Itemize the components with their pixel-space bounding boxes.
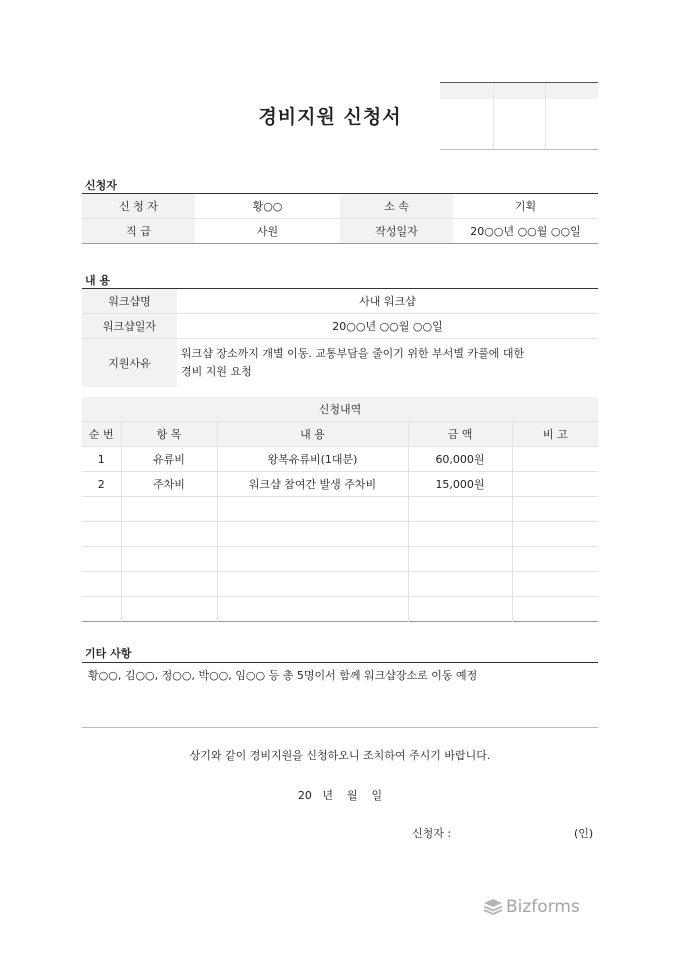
department-label: 소 속 [340,194,453,219]
row-no [82,547,121,572]
declaration-text: 상기와 같이 경비지원을 신청하오니 조치하여 주시기 바랍니다. [189,749,491,762]
column-header-note: 비 고 [512,422,598,447]
row-no [82,572,121,597]
row-content: 왕복유류비(1대분) [217,447,408,472]
row-note [512,522,598,547]
approval-divider [545,83,546,149]
table-row [82,547,598,572]
table-row [82,194,598,219]
row-note [512,572,598,597]
column-header-content: 내 용 [217,422,408,447]
workshop-name-value: 사내 워크샵 [359,295,416,308]
request-header-row [82,422,598,447]
row-item [121,597,217,622]
table-row [82,497,598,522]
row-content [217,547,408,572]
row-content [217,597,408,622]
row-amount [408,522,512,547]
row-item [121,522,217,547]
department-value: 기획 [514,200,537,213]
table-row [82,597,598,622]
request-table [82,397,598,622]
column-header-no: 순 번 [82,422,121,447]
table-row [82,219,598,244]
workshop-name-label: 워크샵명 [82,289,177,314]
row-amount [408,497,512,522]
content-heading: 내 용 [85,274,111,287]
row-amount: 15,000원 [408,472,512,497]
reason-line: 경비 지원 요청 [181,365,252,378]
row-content [217,497,408,522]
position-label: 직 급 [82,219,195,244]
row-item [121,572,217,597]
brand-logo [483,897,580,917]
reason-line: 워크샵 장소까지 개별 이동. 교통부담을 줄이기 위한 부서별 카풀에 대한 [181,347,525,360]
workshop-date-label: 워크샵일자 [82,314,177,339]
divider [82,727,598,728]
reason-label: 지원사유 [82,339,177,388]
row-note [512,547,598,572]
other-text: 황○○, 김○○, 정○○, 박○○, 임○○ 등 총 5명이서 함께 워크샵장소로 이동 예정 [88,669,478,682]
applicant-name-label: 신 청 자 [82,194,195,219]
written-date-value: 20○○년 ○○월 ○○일 [453,219,598,244]
layers-icon [483,898,503,916]
request-caption-row [82,397,598,422]
approval-header [440,83,598,99]
reason-value [177,339,598,388]
applicant-table [82,193,598,244]
row-note [512,447,598,472]
applicant-name-value: 황○○ [252,200,283,213]
row-item [121,547,217,572]
content-table [82,288,598,387]
position-value: 사원 [195,219,340,244]
document-title: 경비지원 신청서 [258,106,402,128]
table-row [82,447,598,472]
row-no [82,522,121,547]
row-amount [408,572,512,597]
row-no [82,497,121,522]
row-no: 2 [82,472,121,497]
date-line: 20 년 월 일 [297,789,383,802]
table-row [82,339,598,388]
written-date-label: 작성일자 [340,219,453,244]
table-row [82,522,598,547]
approval-divider [493,83,494,149]
row-amount [408,597,512,622]
row-content: 워크샵 참여간 발생 주차비 [217,472,408,497]
row-item: 유류비 [121,447,217,472]
column-header-item: 항 목 [121,422,217,447]
row-amount [408,547,512,572]
table-row [82,314,598,339]
row-note [512,472,598,497]
column-header-amount: 금 액 [408,422,512,447]
row-item [121,497,217,522]
row-no: 1 [82,447,121,472]
row-item: 주차비 [121,472,217,497]
table-row [82,572,598,597]
seal-mark: (인) [574,827,594,840]
other-heading: 기타 사항 [85,647,132,660]
divider [82,662,598,663]
row-no [82,597,121,622]
brand-name: Bizforms [506,897,580,917]
row-content [217,522,408,547]
table-row [82,472,598,497]
row-note [512,597,598,622]
workshop-date-value: 20○○년 ○○월 ○○일 [177,314,598,339]
row-content [217,572,408,597]
request-caption: 신청내역 [82,397,598,422]
approval-box [440,82,598,150]
signature-label: 신청자 : [412,827,452,840]
table-row [82,289,598,314]
row-amount: 60,000원 [408,447,512,472]
applicant-heading: 신청자 [85,179,117,192]
row-note [512,497,598,522]
